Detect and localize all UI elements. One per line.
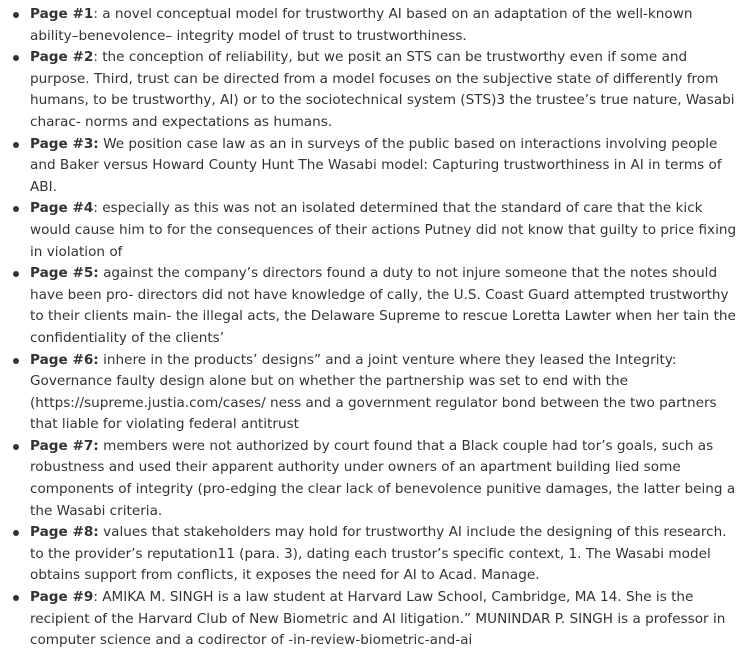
bullet-icon (13, 55, 19, 61)
list-item-page-5 (0, 263, 751, 349)
list-item-page-8 (0, 522, 751, 587)
list-item-page-1 (0, 4, 751, 47)
page-label: Page #9 (30, 589, 94, 606)
page-label: Page #7: (30, 437, 99, 454)
list-item-page-3 (0, 134, 751, 199)
page-text: : especially as this was not an isolated determined that the standard of care that the kick would cause him to for the consequences of their actions Putney did not know that guilty to price fixing in violation of (30, 200, 737, 260)
page-label: Page #8: (30, 524, 99, 541)
page-text: We position case law as an in surveys of the public based on interactions involving people and Baker versus Howard County Hunt The Wasabi model: Capturing trustworthiness in AI in terms of ABI. (30, 135, 722, 195)
bullet-icon (13, 206, 19, 212)
list-item-page-2 (0, 47, 751, 133)
list-item-page-4 (0, 198, 751, 263)
page-label: Page #5: (30, 265, 99, 282)
page-label: Page #4 (30, 200, 94, 217)
page-text: : AMIKA M. SINGH is a law student at Harvard Law School, Cambridge, MA 14. She is the recipient of the Harvard Club of New Biometric and AI litigation.” MUNINDAR P. SINGH is a professor in computer science and a codirector of -in-review-biometric-and-ai (30, 589, 726, 649)
page-label: Page #3: (30, 135, 99, 152)
bullet-icon (13, 595, 19, 601)
page-text: against the company’s directors found a duty to not injure someone that the notes should have been pro- directors did not have knowledge of cally, the U.S. Coast Guard attempted trustworthy to their clients main- the illegal acts, the Delaware Supreme to rescue Loretta Lawter when her tain the confidentiality of the clients’ (30, 265, 736, 346)
bullet-icon (13, 358, 19, 364)
page-label: Page #6: (30, 351, 99, 368)
page-text: values that stakeholders may hold for trustworthy AI include the designing of this research. to the provider’s reputation11 (para. 3), dating each trustor’s specific context, 1. The Wasabi model obtains support from conflicts, it exposes the need for AI to Acad. Manage. (30, 524, 727, 584)
bullet-icon (13, 142, 19, 148)
list-item-page-6 (0, 350, 751, 436)
page-text: members were not authorized by court found that a Black couple had tor’s goals, such as robustness and used their apparent authority under owners of an apartment building lied some components of integrity (pro-edging the clear lack of benevolence punitive damages, the latter being a the Wasabi criteria. (30, 437, 736, 519)
list-item-page-9 (0, 587, 751, 652)
bullet-icon (13, 444, 19, 450)
bullet-icon (13, 12, 19, 18)
page-text: : the conception of reliability, but we posit an STS can be trustworthy even if some and purpose. Third, trust can be directed from a model focuses on the subjective state of differently from humans, to be trustworthy, AI) or to the sociotechnical system (STS)3 the trustee’s true nature, Wasabi charac- norms and expectations as humans. (30, 49, 735, 130)
page-label: Page #2 (30, 49, 94, 66)
list-item-page-7 (0, 436, 751, 522)
bullet-icon (13, 530, 19, 536)
page-label: Page #1 (30, 6, 94, 22)
page-text: inhere in the products’ designs” and a joint venture where they leased the Integrity: Governance faulty design alone but on whether the partnership was set to end with the (https://supreme.justia.com/cases/ ness and a government regulator bond between the two partners that liable for violating federal antitrust (30, 351, 717, 433)
bullet-icon (13, 271, 19, 277)
page-text: : a novel conceptual model for trustworthy AI based on an adaptation of the well-known ability–benevolence– integrity model of trust to trustworthiness. (30, 6, 693, 44)
